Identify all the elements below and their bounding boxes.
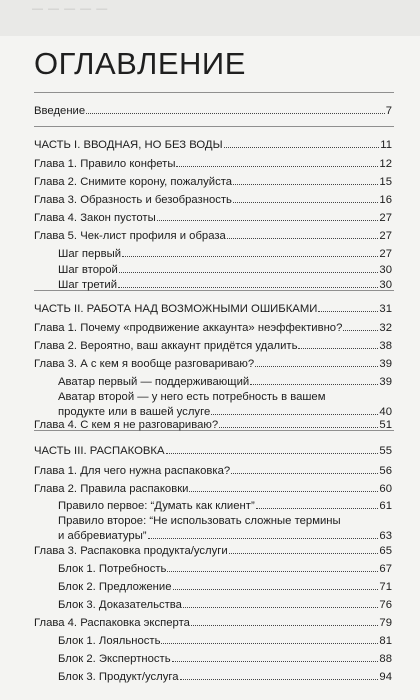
leader-dots	[231, 463, 378, 474]
leader-dots	[298, 338, 378, 349]
entry-page: 32	[379, 322, 392, 334]
entry-title: Глава 2. Правила распаковки	[34, 483, 189, 495]
leader-dots	[233, 174, 378, 185]
entry-page: 39	[379, 376, 392, 388]
toc-subentry[interactable]	[58, 579, 392, 595]
leader-dots	[157, 210, 379, 221]
leader-dots	[191, 615, 379, 626]
leader-dots	[86, 103, 385, 114]
entry-title: Блок 1. Лояльность	[58, 635, 161, 647]
leader-dots	[318, 301, 378, 312]
entry-page: 16	[379, 194, 392, 206]
toc-subentry[interactable]	[58, 246, 392, 262]
entry-page: 63	[379, 530, 392, 542]
toc-entry[interactable]	[34, 443, 392, 459]
entry-title: Блок 3. Продукт/услуга	[58, 671, 179, 683]
toc-subentry[interactable]	[58, 277, 392, 293]
entry-title: Блок 2. Предложение	[58, 581, 172, 593]
entry-title: Глава 5. Чек-лист профиля и образа	[34, 230, 226, 242]
toc-entry[interactable]	[34, 356, 392, 372]
toc-subentry[interactable]	[58, 561, 392, 577]
entry-page: 38	[379, 340, 392, 352]
entry-page: 27	[379, 230, 392, 242]
leader-dots	[189, 481, 378, 492]
entry-title: Глава 1. Почему «продвижение аккаунта» неэффективно?	[34, 322, 343, 334]
entry-title: Правило первое: “Думать как клиент”	[58, 500, 255, 512]
entry-title: Блок 3. Доказательства	[58, 599, 182, 611]
entry-title: Глава 4. Закон пустоты	[34, 212, 156, 224]
entry-title: ЧАСТЬ I. ВВОДНАЯ, НО БЕЗ ВОДЫ	[34, 139, 223, 151]
leader-dots	[173, 579, 379, 590]
entry-title: Шаг третий	[58, 279, 118, 291]
toc-entry[interactable]	[34, 615, 392, 631]
entry-page: 31	[379, 303, 392, 315]
toc-subentry[interactable]	[58, 374, 392, 390]
leader-dots	[211, 404, 378, 415]
entry-page: 60	[379, 483, 392, 495]
leader-dots	[166, 443, 379, 454]
leader-dots	[224, 137, 380, 148]
toc-subentry[interactable]	[58, 651, 392, 667]
entry-page: 30	[379, 264, 392, 276]
entry-page: 94	[379, 671, 392, 683]
leader-dots	[172, 651, 379, 662]
entry-title: ЧАСТЬ III. РАСПАКОВКА	[34, 445, 165, 457]
toc-entry[interactable]	[34, 301, 392, 317]
toc-entry[interactable]	[34, 481, 392, 497]
toc-entry[interactable]	[34, 417, 392, 433]
entry-page: 65	[379, 545, 392, 557]
toc-subentry[interactable]	[58, 498, 392, 514]
entry-page: 56	[379, 465, 392, 477]
toc-entry[interactable]	[34, 103, 392, 119]
entry-page: 39	[379, 358, 392, 370]
leader-dots	[233, 192, 378, 203]
leader-dots	[229, 543, 379, 554]
entry-page: 61	[379, 500, 392, 512]
entry-page: 76	[379, 599, 392, 611]
leader-dots	[227, 228, 379, 239]
entry-title: Глава 2. Вероятно, ваш аккаунт придётся удалить	[34, 340, 298, 352]
entry-page: 40	[379, 406, 392, 418]
leader-dots	[183, 597, 378, 608]
leader-dots	[118, 277, 378, 288]
entry-title: Шаг первый	[58, 248, 122, 260]
leader-dots	[161, 633, 378, 644]
toc-entry[interactable]	[34, 338, 392, 354]
toc-subentry[interactable]	[58, 633, 392, 649]
entry-page: 71	[379, 581, 392, 593]
entry-title: Глава 3. Распаковка продукта/услуги	[34, 545, 228, 557]
toc-entry[interactable]	[34, 228, 392, 244]
entry-page: 55	[379, 445, 392, 457]
toc-subentry[interactable]	[58, 528, 392, 544]
leader-dots	[343, 320, 378, 331]
entry-page: 79	[379, 617, 392, 629]
toc-subentry-line: Аватар второй — у него есть потребность в вашем	[58, 391, 326, 403]
entry-title: продукте или в вашей услуге	[58, 406, 211, 418]
toc-subentry-line: Правило второе: “Не использовать сложные термины	[58, 515, 341, 527]
entry-page: 12	[379, 158, 392, 170]
toc-entry[interactable]	[34, 543, 392, 559]
page-title: ОГЛАВЛЕНИЕ	[34, 46, 246, 81]
leader-dots	[256, 498, 379, 509]
leader-dots	[250, 374, 378, 385]
toc-entry[interactable]	[34, 137, 392, 153]
toc-entry[interactable]	[34, 320, 392, 336]
running-head-mark: — — — — —	[32, 3, 109, 15]
leader-dots	[219, 417, 378, 428]
entry-page: 11	[380, 139, 392, 151]
leader-dots	[255, 356, 378, 367]
leader-dots	[119, 262, 379, 273]
toc-entry[interactable]	[34, 156, 392, 172]
entry-title: Блок 2. Экспертность	[58, 653, 171, 665]
entry-title: Глава 3. А с кем я вообще разговариваю?	[34, 358, 255, 370]
entry-title: Введение	[34, 105, 86, 117]
toc-entry[interactable]	[34, 174, 392, 190]
entry-title: ЧАСТЬ II. РАБОТА НАД ВОЗМОЖНЫМИ ОШИБКАМИ	[34, 303, 318, 315]
leader-dots	[148, 528, 379, 539]
entry-page: 81	[379, 635, 392, 647]
toc-entry[interactable]	[34, 210, 392, 226]
entry-title: Глава 2. Снимите корону, пожалуйста	[34, 176, 233, 188]
leader-dots	[176, 156, 378, 167]
toc-entry[interactable]	[34, 463, 392, 479]
entry-title: Глава 1. Для чего нужна распаковка?	[34, 465, 231, 477]
entry-page: 7	[385, 105, 392, 117]
entry-page: 15	[379, 176, 392, 188]
toc-subentry[interactable]	[58, 597, 392, 613]
entry-page: 27	[379, 248, 392, 260]
entry-page: 51	[379, 419, 392, 431]
entry-title: Глава 1. Правило конфеты	[34, 158, 176, 170]
entry-page: 27	[379, 212, 392, 224]
entry-page: 88	[379, 653, 392, 665]
entry-title: Аватар первый — поддерживающий	[58, 376, 250, 388]
entry-page: 67	[379, 563, 392, 575]
entry-title: Глава 4. С кем я не разговариваю?	[34, 419, 219, 431]
entry-title: Глава 3. Образность и безобразность	[34, 194, 232, 206]
toc-subentry[interactable]	[58, 262, 392, 278]
leader-dots	[167, 561, 378, 572]
entry-page: 30	[379, 279, 392, 291]
leader-dots	[180, 669, 379, 680]
toc-entry[interactable]	[34, 192, 392, 208]
entry-title: Блок 1. Потребность	[58, 563, 167, 575]
entry-title: Шаг второй	[58, 264, 118, 276]
leader-dots	[122, 246, 378, 257]
entry-title: Глава 4. Распаковка эксперта	[34, 617, 190, 629]
toc-subentry[interactable]	[58, 669, 392, 685]
entry-title: и аббревиатуры”	[58, 530, 147, 542]
